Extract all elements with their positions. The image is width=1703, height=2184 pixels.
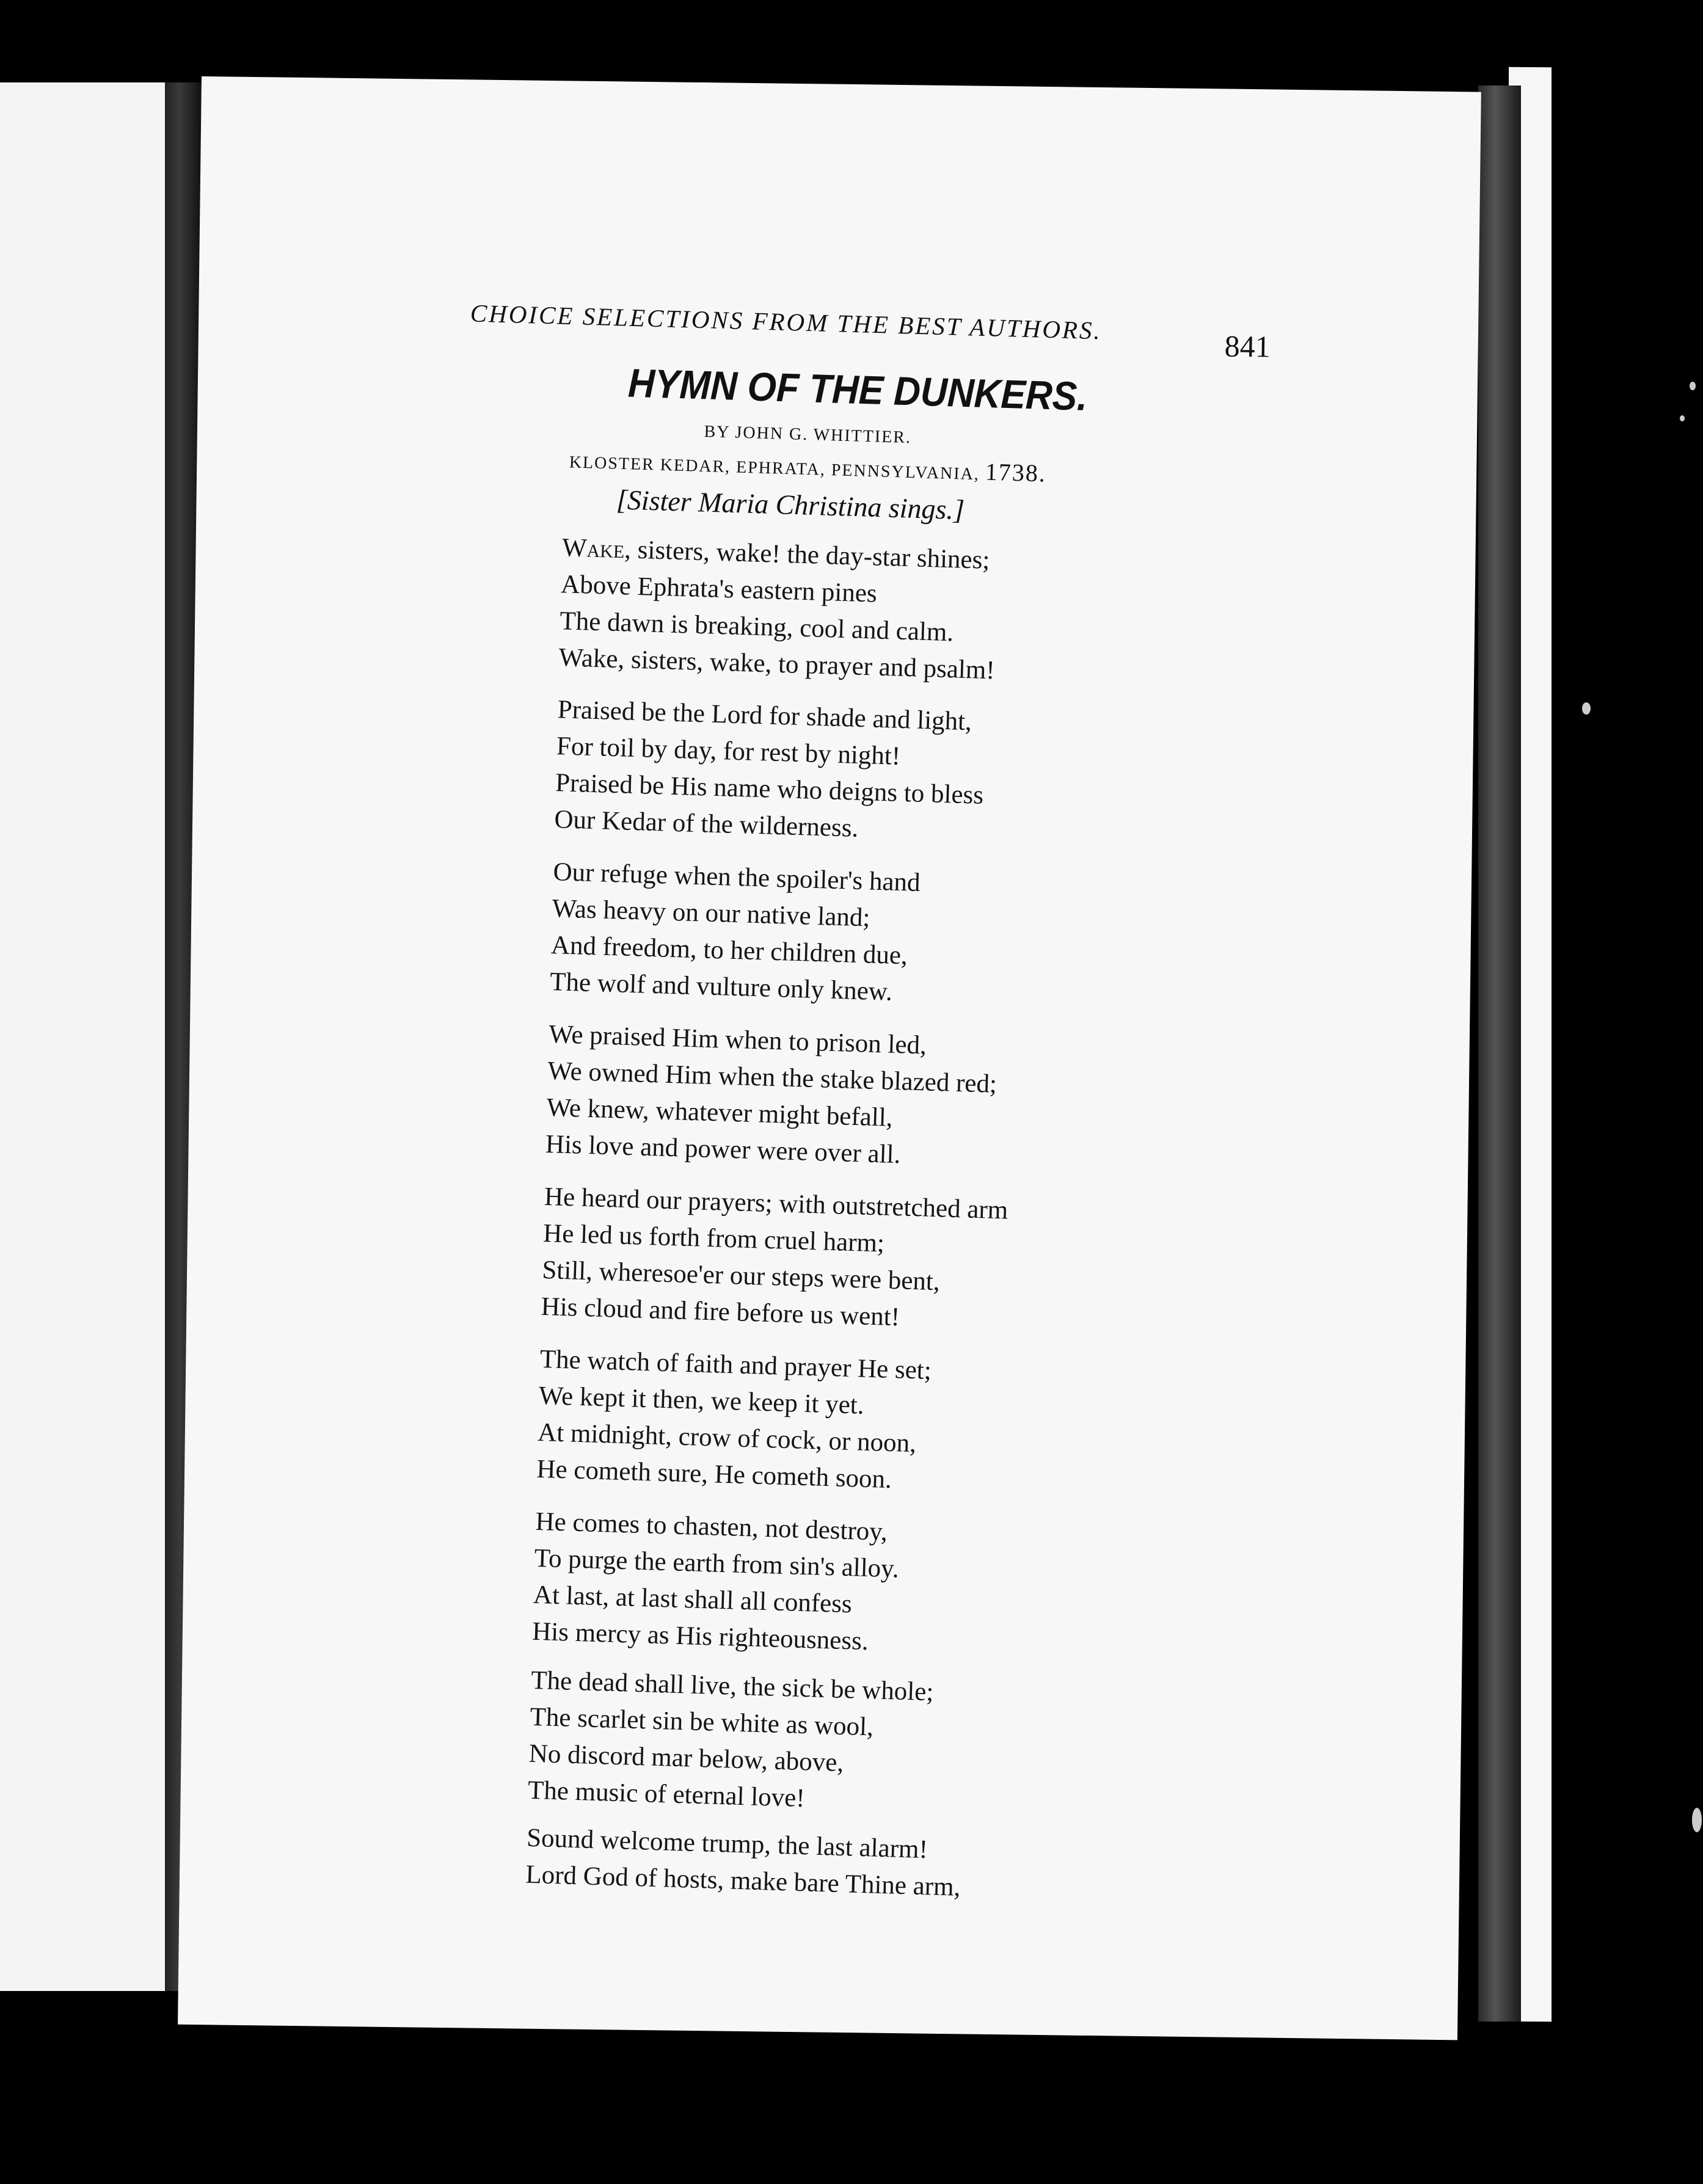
first-line-text: , sisters, wake! the day-star shines;	[624, 535, 991, 575]
poem-line: His mercy as His righteousness.	[531, 1617, 869, 1656]
poem-line: Lord God of hosts, make bare Thine arm,	[525, 1860, 961, 1902]
poem-line: We praised Him when to prison led,	[548, 1020, 927, 1060]
stage-direction: [Sister Maria Christina sings.]	[616, 484, 965, 526]
scan-speck	[1680, 415, 1685, 421]
poem-line: Praised be His name who deigns to bless	[555, 768, 984, 810]
poem-line: Our refuge when the spoiler's hand	[552, 857, 921, 897]
book-page	[178, 76, 1481, 2040]
stanza-9	[525, 1820, 962, 1906]
poem-line: Praised be the Lord for shade and light,	[557, 695, 972, 737]
poem-byline: BY JOHN G. WHITTIER.	[704, 422, 912, 448]
poem-line: He led us forth from cruel harm;	[542, 1218, 885, 1258]
page-number: 841	[1224, 329, 1271, 364]
stanza-3	[549, 854, 921, 1011]
poem-line: The wolf and vulture only knew.	[549, 967, 893, 1006]
stanza-6	[536, 1341, 932, 1499]
stanza-5	[541, 1179, 1008, 1339]
stanza-8	[527, 1662, 934, 1821]
poem-line: Wake, sisters, wake, to prayer and psalm!	[558, 643, 996, 685]
poem-line: And freedom, to her children due,	[550, 931, 908, 970]
poem-line: Above Ephrata's eastern pines	[560, 570, 878, 608]
poem-line: We owned Him when the stake blazed red;	[547, 1057, 997, 1099]
poem-line: He cometh sure, He cometh soon.	[536, 1454, 892, 1494]
poem-line: The dead shall live, the sick be whole;	[530, 1665, 934, 1707]
stanza-2	[554, 691, 986, 851]
poem-title: HYMN OF THE DUNKERS.	[627, 360, 1089, 419]
poem-line: Sound welcome trump, the last alarm!	[526, 1823, 928, 1865]
poem-line: His love and power were over all.	[545, 1129, 901, 1170]
poem-line: Still, wheresoe'er our steps were bent,	[541, 1255, 941, 1297]
poem-line: He heard our prayers; with outstretched arm	[544, 1182, 1008, 1225]
page-stack-shadow	[1478, 86, 1521, 2022]
scan-speck	[1692, 1808, 1702, 1832]
poem-line: The watch of faith and prayer He set;	[539, 1344, 932, 1385]
scan-speck	[1582, 702, 1591, 715]
poem-line: He comes to chasten, not destroy,	[534, 1507, 888, 1546]
stanza-4	[545, 1016, 998, 1176]
poem-line: At midnight, crow of cock, or noon,	[537, 1418, 917, 1458]
location-text: KLOSTER KEDAR, EPHRATA, PENNSYLVANIA,	[569, 453, 980, 484]
poem-line: The music of eternal love!	[527, 1775, 806, 1813]
poem-line: At last, at last shall all confess	[533, 1580, 853, 1619]
poem-line: We knew, whatever might befall,	[546, 1093, 894, 1132]
poem-line: The scarlet sin be white as wool,	[529, 1702, 874, 1742]
poem-line: We kept it then, we keep it yet.	[538, 1381, 865, 1420]
stanza-7	[531, 1504, 900, 1661]
running-head: CHOICE SELECTIONS FROM THE BEST AUTHORS.	[470, 299, 1103, 345]
stanza-1	[558, 530, 999, 689]
poem-line: Our Kedar of the wilderness.	[553, 805, 859, 843]
facing-page	[0, 82, 165, 1991]
poem-line: His cloud and fire before us went!	[541, 1292, 900, 1332]
poem-line: No discord mar below, above,	[528, 1739, 844, 1778]
poem-location	[569, 445, 1046, 487]
opening-word: Wake	[561, 533, 625, 564]
location-year: 1738.	[985, 457, 1047, 487]
poem-line: Was heavy on our native land;	[552, 894, 871, 933]
poem-line: To purge the earth from sin's alloy.	[534, 1543, 900, 1584]
scan-speck	[1690, 382, 1696, 390]
poem-line: For toil by day, for rest by night!	[556, 732, 901, 771]
poem-line: The dawn is breaking, cool and calm.	[559, 606, 954, 647]
